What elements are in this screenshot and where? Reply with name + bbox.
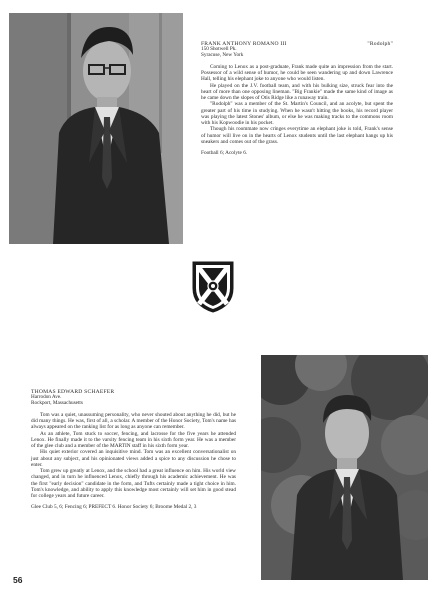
portrait-photo-frank (9, 13, 183, 244)
portrait-photo-thomas (261, 355, 428, 580)
activities-list: Football 6; Acolyte 6. (201, 150, 248, 157)
activities-list: Glee Club 5, 6; Fencing 6; PREFECT 6. Honor Society 6; Broome Medal 2, 3 (31, 504, 197, 511)
bio-paragraph: Tom grew up greatly at Lenox, and the school had a great influence on him. His world view changed, and in turn he influenced Lenox, chiefly through his academic achievement. He was the first "early decision" candidate in the form, and Tufts certainly made a tight choice in him. Tom's knowledge, and ability to apply this knowledge most certainly will set him in good stead for college years and future career. (31, 468, 236, 500)
bio-paragraph: "Rodolph" was a member of the St. Martin's Council, and an acolyte, but spent the greater part of his time in studying. When he wasn't hitting the books, his record player was playing the latest Stones' album, or else he was making tracks to the commons room with his Kopwoodie in his pocket. (201, 101, 393, 127)
portrait-photo (261, 355, 428, 580)
address-line: Harrodon Ave. (31, 394, 62, 401)
bio-paragraph: His quiet exterior covered an inquisitive mind. Tom was an excellent conversationalist on just about any subject, and his opinionated views added a spice to any discussion he chose to enter. (31, 449, 236, 468)
student-name: THOMAS EDWARD SCHAEFER (31, 389, 115, 395)
bio-paragraph: Coming to Lenox as a post-graduate, Frank made quite an impression from the start. Possessor of a wild sense of humor, he could be seen wandering up and down Lawrence Hall, telling his elephant joke to anyone who would listen. (201, 63, 393, 83)
address-line: Syracuse, New York (201, 52, 244, 59)
bio-paragraph: Tom was a quiet, unassuming personality, who never shouted about anything he did, but he did many things. He was, first of all, a scholar. A member of the Honor Society, Tom's name has always appeared on the ranking list for as long as anyone can remember. (31, 411, 236, 431)
address-line: 150 Shotwell Pk. (201, 46, 237, 53)
bio-paragraph: Though his roommate now cringes everytime an elephant joke is told, Frank's sense of humor will live on in the hearts of Lenox students until the last elephant hangs up his sneakers and comes out of the grass. (201, 126, 393, 145)
page-number: 56 (13, 575, 23, 585)
student-name: FRANK ANTHONY ROMANO III (201, 41, 287, 47)
bio-frank (201, 41, 393, 156)
student-nickname: "Rodolph" (367, 41, 393, 47)
school-crest-icon (191, 260, 235, 314)
portrait-photo (9, 13, 183, 244)
bio-paragraph: As an athlete, Tom stuck to soccer, fencing, and lacrosse for the five years he attended Lenox. He finally made it to the varsity fencing team in his sixth form year. He was a member of the glee club and a member of the MARTIN staff in his sixth form year. (31, 430, 236, 450)
bio-paragraph: He played on the J.V. football team, and with his bulking size, struck fear into the heart of more than one opposing lineman. "Big Frankie" made the same kind of image as he came down the slopes of Otis Ridge like a runaway train. (201, 82, 393, 102)
address-line: Rockport, Massachusetts (31, 400, 83, 407)
bio-thomas (31, 389, 236, 511)
